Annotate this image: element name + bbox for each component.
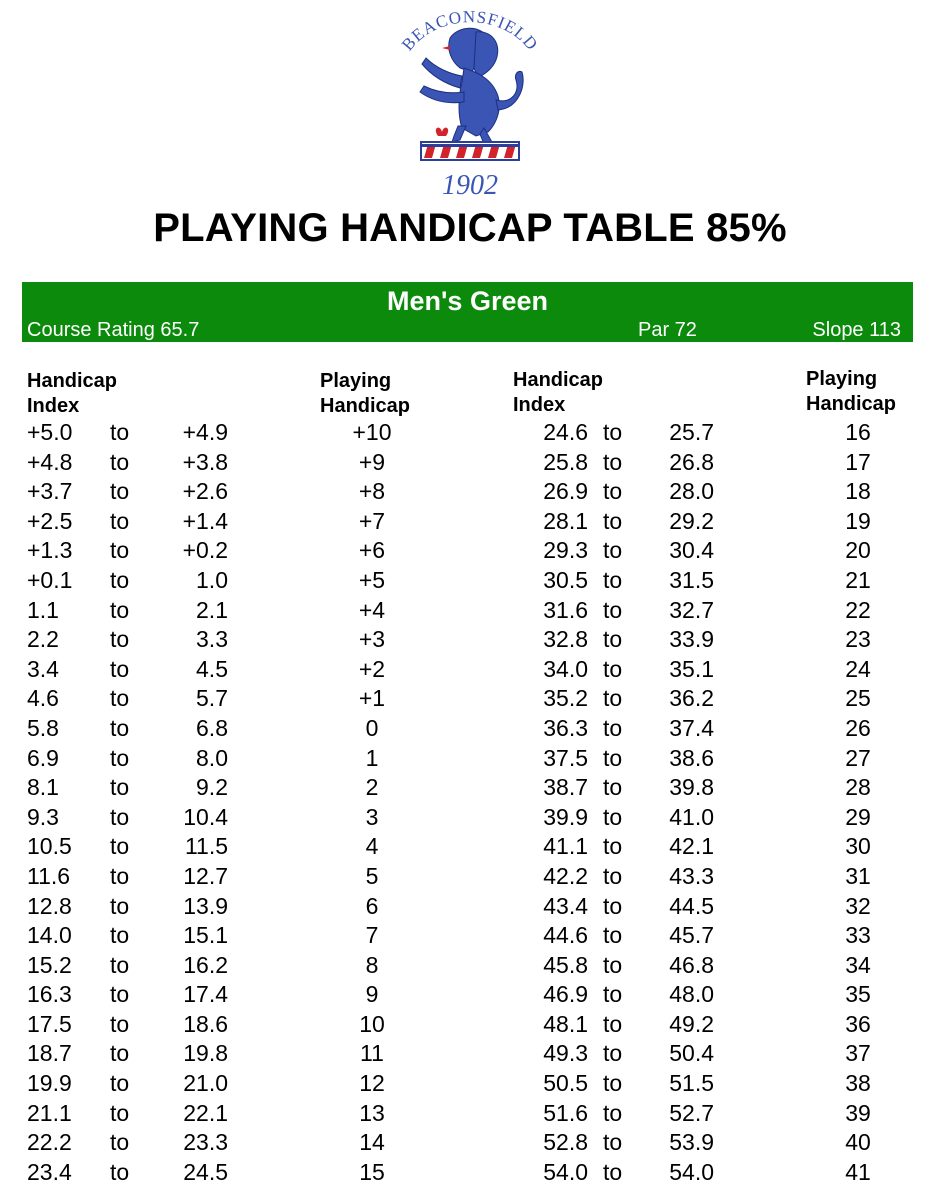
table-row bbox=[0, 714, 940, 744]
table-row bbox=[0, 951, 940, 981]
left-to-label: to bbox=[110, 626, 130, 653]
left-to-label: to bbox=[110, 714, 130, 741]
header-right-index-line2: Index bbox=[513, 394, 566, 416]
left-to-label: to bbox=[110, 774, 130, 801]
right-to-label: to bbox=[603, 744, 623, 771]
right-index-to: 41.0 bbox=[669, 803, 714, 830]
right-index-from: 26.9 bbox=[543, 478, 588, 505]
right-to-label: to bbox=[603, 478, 623, 505]
header-right-playing bbox=[806, 367, 896, 417]
left-to-label: to bbox=[110, 655, 130, 682]
right-to-label: to bbox=[603, 596, 623, 623]
table-row bbox=[0, 655, 940, 685]
right-index-to: 49.2 bbox=[669, 1010, 714, 1037]
left-index-to: 5.7 bbox=[196, 685, 228, 712]
right-playing-handicap: 35 bbox=[845, 981, 871, 1008]
right-index-to: 31.5 bbox=[669, 566, 714, 593]
left-to-label: to bbox=[110, 803, 130, 830]
right-to-label: to bbox=[603, 1099, 623, 1126]
right-to-label: to bbox=[603, 537, 623, 564]
right-playing-handicap: 16 bbox=[845, 419, 871, 445]
left-index-from: +4.8 bbox=[27, 448, 73, 475]
right-to-label: to bbox=[603, 892, 623, 919]
header-left-playing bbox=[320, 369, 410, 419]
right-playing-handicap: 36 bbox=[845, 1010, 871, 1037]
right-to-label: to bbox=[603, 419, 623, 445]
left-index-to: 11.5 bbox=[184, 833, 228, 860]
left-index-from: +3.7 bbox=[27, 478, 73, 505]
right-index-from: 51.6 bbox=[543, 1099, 588, 1126]
right-to-label: to bbox=[603, 655, 623, 682]
right-index-from: 35.2 bbox=[543, 685, 588, 712]
table-row bbox=[0, 980, 940, 1010]
right-playing-handicap: 28 bbox=[845, 774, 871, 801]
right-playing-handicap: 23 bbox=[845, 626, 871, 653]
right-index-to: 33.9 bbox=[669, 626, 714, 653]
left-playing-handicap: 7 bbox=[365, 922, 379, 949]
header-right-index bbox=[513, 368, 603, 418]
left-to-label: to bbox=[110, 951, 130, 978]
header-left-playing-line2: Handicap bbox=[320, 395, 411, 417]
right-index-from: 49.3 bbox=[543, 1040, 588, 1067]
left-playing-handicap: +7 bbox=[358, 507, 386, 534]
right-index-from: 50.5 bbox=[543, 1070, 588, 1097]
right-index-to: 45.7 bbox=[669, 922, 714, 949]
right-index-from: 36.3 bbox=[543, 714, 588, 741]
left-to-label: to bbox=[110, 596, 130, 623]
right-index-from: 24.6 bbox=[543, 419, 588, 445]
left-index-to: 18.6 bbox=[183, 1010, 228, 1037]
left-index-from: 5.8 bbox=[27, 714, 59, 741]
left-playing-handicap: +6 bbox=[358, 537, 386, 564]
left-playing-handicap: 0 bbox=[365, 714, 379, 741]
left-index-from: 1.1 bbox=[27, 596, 59, 623]
right-index-to: 43.3 bbox=[669, 862, 714, 889]
left-index-to: 10.4 bbox=[183, 803, 228, 830]
left-index-from: 17.5 bbox=[27, 1010, 72, 1037]
left-index-from: 10.5 bbox=[27, 833, 72, 860]
left-to-label: to bbox=[110, 419, 130, 445]
left-to-label: to bbox=[110, 448, 130, 475]
table-row bbox=[0, 566, 940, 596]
course-slope: Slope 113 bbox=[812, 319, 901, 341]
right-index-from: 31.6 bbox=[543, 596, 588, 623]
right-playing-handicap: 18 bbox=[845, 478, 871, 505]
right-index-to: 37.4 bbox=[669, 714, 714, 741]
left-to-label: to bbox=[110, 1129, 130, 1156]
right-to-label: to bbox=[603, 862, 623, 889]
header-left-playing-line1: Playing bbox=[320, 370, 392, 392]
right-to-label: to bbox=[603, 714, 623, 741]
right-playing-handicap: 27 bbox=[845, 744, 871, 771]
right-index-to: 29.2 bbox=[669, 507, 714, 534]
page-title: PLAYING HANDICAP TABLE 85% bbox=[153, 206, 787, 250]
left-index-to: 22.1 bbox=[183, 1099, 228, 1126]
left-to-label: to bbox=[110, 981, 130, 1008]
right-index-from: 45.8 bbox=[543, 951, 588, 978]
left-index-from: 8.1 bbox=[27, 774, 59, 801]
right-index-from: 25.8 bbox=[543, 448, 588, 475]
right-playing-handicap: 31 bbox=[845, 862, 871, 889]
right-index-to: 50.4 bbox=[669, 1040, 714, 1067]
right-playing-handicap: 32 bbox=[845, 892, 871, 919]
left-index-to: +0.2 bbox=[182, 537, 228, 564]
header-right-playing-line2: Handicap bbox=[806, 393, 897, 415]
left-playing-handicap: +10 bbox=[352, 419, 392, 445]
table-row bbox=[0, 596, 940, 626]
left-playing-handicap: 6 bbox=[365, 892, 379, 919]
right-index-to: 25.7 bbox=[669, 419, 714, 445]
logo-year: 1902 bbox=[442, 170, 498, 201]
left-playing-handicap: 12 bbox=[359, 1070, 385, 1097]
left-index-to: 15.1 bbox=[183, 922, 228, 949]
left-to-label: to bbox=[110, 892, 130, 919]
logo-club-name: BEACONSFIELD bbox=[397, 8, 543, 55]
right-index-from: 42.2 bbox=[543, 862, 588, 889]
right-to-label: to bbox=[603, 1158, 623, 1185]
table-row bbox=[0, 744, 940, 774]
tee-banner bbox=[22, 282, 913, 342]
table-row bbox=[0, 418, 940, 448]
left-playing-handicap: 2 bbox=[365, 774, 379, 801]
left-playing-handicap: 11 bbox=[360, 1040, 384, 1067]
left-index-to: +3.8 bbox=[182, 448, 228, 475]
right-index-from: 30.5 bbox=[543, 566, 588, 593]
left-index-to: 23.3 bbox=[183, 1129, 228, 1156]
right-playing-handicap: 33 bbox=[845, 922, 871, 949]
left-to-label: to bbox=[110, 507, 130, 534]
left-index-to: 4.5 bbox=[196, 655, 228, 682]
left-index-to: 3.3 bbox=[196, 626, 228, 653]
right-to-label: to bbox=[603, 566, 623, 593]
right-index-from: 54.0 bbox=[543, 1158, 588, 1185]
left-to-label: to bbox=[110, 1070, 130, 1097]
table-row bbox=[0, 536, 940, 566]
right-index-from: 41.1 bbox=[543, 833, 588, 860]
table-row bbox=[0, 1158, 940, 1187]
right-index-to: 30.4 bbox=[669, 537, 714, 564]
left-to-label: to bbox=[110, 862, 130, 889]
right-playing-handicap: 24 bbox=[845, 655, 871, 682]
left-index-to: 13.9 bbox=[183, 892, 228, 919]
left-index-from: 12.8 bbox=[27, 892, 72, 919]
left-index-from: 4.6 bbox=[27, 685, 59, 712]
left-playing-handicap: +1 bbox=[358, 685, 386, 712]
left-index-from: 22.2 bbox=[27, 1129, 72, 1156]
right-index-to: 44.5 bbox=[669, 892, 714, 919]
left-playing-handicap: 1 bbox=[365, 744, 379, 771]
right-to-label: to bbox=[603, 685, 623, 712]
right-playing-handicap: 30 bbox=[845, 833, 871, 860]
table-row bbox=[0, 477, 940, 507]
right-index-to: 46.8 bbox=[669, 951, 714, 978]
right-playing-handicap: 22 bbox=[845, 596, 871, 623]
left-to-label: to bbox=[110, 1158, 130, 1185]
left-index-to: 24.5 bbox=[183, 1158, 228, 1185]
right-playing-handicap: 34 bbox=[845, 951, 871, 978]
right-index-from: 38.7 bbox=[543, 774, 588, 801]
right-to-label: to bbox=[603, 507, 623, 534]
right-index-to: 48.0 bbox=[669, 981, 714, 1008]
table-row bbox=[0, 1128, 940, 1158]
right-index-from: 29.3 bbox=[543, 537, 588, 564]
right-playing-handicap: 37 bbox=[845, 1040, 871, 1067]
right-to-label: to bbox=[603, 951, 623, 978]
left-index-to: 2.1 bbox=[196, 596, 228, 623]
left-index-from: 16.3 bbox=[27, 981, 72, 1008]
right-to-label: to bbox=[603, 803, 623, 830]
table-row bbox=[0, 773, 940, 803]
left-index-to: 8.0 bbox=[196, 744, 228, 771]
right-index-from: 37.5 bbox=[543, 744, 588, 771]
right-index-from: 48.1 bbox=[543, 1010, 588, 1037]
header-right-index-line1: Handicap bbox=[513, 369, 604, 391]
left-playing-handicap: 10 bbox=[359, 1010, 385, 1037]
left-to-label: to bbox=[110, 744, 130, 771]
right-to-label: to bbox=[603, 981, 623, 1008]
header-left-index-line1: Handicap bbox=[27, 370, 118, 392]
left-playing-handicap: +9 bbox=[358, 448, 386, 475]
left-index-to: 6.8 bbox=[196, 714, 228, 741]
table-row bbox=[0, 921, 940, 951]
right-to-label: to bbox=[603, 1040, 623, 1067]
left-index-from: +2.5 bbox=[27, 507, 73, 534]
right-index-to: 52.7 bbox=[669, 1099, 714, 1126]
right-index-to: 26.8 bbox=[669, 448, 714, 475]
left-index-from: 11.6 bbox=[27, 862, 71, 889]
left-playing-handicap: +3 bbox=[358, 626, 386, 653]
right-playing-handicap: 40 bbox=[845, 1129, 871, 1156]
left-playing-handicap: +8 bbox=[358, 478, 386, 505]
left-index-to: 21.0 bbox=[183, 1070, 228, 1097]
left-to-label: to bbox=[110, 478, 130, 505]
left-index-from: +0.1 bbox=[27, 566, 73, 593]
left-index-to: 17.4 bbox=[183, 981, 228, 1008]
left-playing-handicap: 15 bbox=[359, 1158, 385, 1185]
right-to-label: to bbox=[603, 1010, 623, 1037]
left-playing-handicap: +4 bbox=[358, 596, 386, 623]
left-to-label: to bbox=[110, 566, 130, 593]
right-index-to: 35.1 bbox=[669, 655, 714, 682]
table-row bbox=[0, 1069, 940, 1099]
right-to-label: to bbox=[603, 626, 623, 653]
left-index-from: 19.9 bbox=[27, 1070, 72, 1097]
table-row bbox=[0, 803, 940, 833]
left-playing-handicap: 8 bbox=[365, 951, 379, 978]
right-to-label: to bbox=[603, 922, 623, 949]
right-playing-handicap: 29 bbox=[845, 803, 871, 830]
table-row bbox=[0, 507, 940, 537]
right-playing-handicap: 38 bbox=[845, 1070, 871, 1097]
left-index-to: +4.9 bbox=[182, 419, 228, 445]
left-index-to: 9.2 bbox=[196, 774, 228, 801]
right-index-from: 52.8 bbox=[543, 1129, 588, 1156]
handicap-table bbox=[0, 418, 940, 1187]
right-index-to: 28.0 bbox=[669, 478, 714, 505]
left-to-label: to bbox=[110, 1010, 130, 1037]
left-playing-handicap: 4 bbox=[365, 833, 379, 860]
header-right-playing-line1: Playing bbox=[806, 368, 878, 390]
course-par: Par 72 bbox=[638, 319, 697, 341]
table-row bbox=[0, 1010, 940, 1040]
left-playing-handicap: 13 bbox=[359, 1099, 385, 1126]
left-playing-handicap: 14 bbox=[359, 1129, 385, 1156]
left-index-from: +1.3 bbox=[27, 537, 73, 564]
right-playing-handicap: 26 bbox=[845, 714, 871, 741]
right-index-to: 32.7 bbox=[669, 596, 714, 623]
right-playing-handicap: 39 bbox=[845, 1099, 871, 1126]
left-index-from: 23.4 bbox=[27, 1158, 72, 1185]
left-playing-handicap: 5 bbox=[365, 862, 379, 889]
course-rating: Course Rating 65.7 bbox=[27, 319, 200, 341]
right-playing-handicap: 19 bbox=[845, 507, 871, 534]
header-left-index-line2: Index bbox=[27, 395, 80, 417]
right-index-to: 42.1 bbox=[669, 833, 714, 860]
table-row bbox=[0, 862, 940, 892]
right-index-to: 53.9 bbox=[669, 1129, 714, 1156]
right-index-to: 39.8 bbox=[669, 774, 714, 801]
left-index-to: 1.0 bbox=[196, 566, 228, 593]
right-index-from: 34.0 bbox=[543, 655, 588, 682]
left-index-from: 2.2 bbox=[27, 626, 59, 653]
right-index-from: 44.6 bbox=[543, 922, 588, 949]
right-index-to: 54.0 bbox=[669, 1158, 714, 1185]
left-index-to: +2.6 bbox=[182, 478, 228, 505]
left-index-to: 19.8 bbox=[183, 1040, 228, 1067]
right-to-label: to bbox=[603, 448, 623, 475]
table-row bbox=[0, 448, 940, 478]
table-row bbox=[0, 684, 940, 714]
left-index-from: +5.0 bbox=[27, 419, 73, 445]
right-index-to: 51.5 bbox=[669, 1070, 714, 1097]
left-to-label: to bbox=[110, 685, 130, 712]
left-index-to: 12.7 bbox=[183, 862, 228, 889]
left-playing-handicap: 9 bbox=[365, 981, 379, 1008]
left-index-from: 18.7 bbox=[27, 1040, 72, 1067]
lion-crest-icon bbox=[380, 8, 560, 203]
left-index-from: 6.9 bbox=[27, 744, 59, 771]
left-index-from: 15.2 bbox=[27, 951, 72, 978]
right-to-label: to bbox=[603, 1129, 623, 1156]
right-index-from: 28.1 bbox=[543, 507, 588, 534]
left-to-label: to bbox=[110, 1040, 130, 1067]
right-playing-handicap: 17 bbox=[845, 448, 871, 475]
tee-name: Men's Green bbox=[387, 286, 548, 316]
right-index-to: 36.2 bbox=[669, 685, 714, 712]
club-logo bbox=[380, 8, 560, 203]
header-left-index bbox=[27, 369, 117, 419]
right-playing-handicap: 41 bbox=[845, 1158, 871, 1185]
left-playing-handicap: +5 bbox=[358, 566, 386, 593]
left-to-label: to bbox=[110, 537, 130, 564]
table-row bbox=[0, 625, 940, 655]
left-index-from: 3.4 bbox=[27, 655, 59, 682]
right-playing-handicap: 20 bbox=[845, 537, 871, 564]
right-playing-handicap: 21 bbox=[845, 566, 871, 593]
left-index-from: 14.0 bbox=[27, 922, 72, 949]
left-to-label: to bbox=[110, 833, 130, 860]
left-index-from: 21.1 bbox=[27, 1099, 72, 1126]
right-to-label: to bbox=[603, 1070, 623, 1097]
right-index-from: 32.8 bbox=[543, 626, 588, 653]
table-row bbox=[0, 1039, 940, 1069]
right-index-from: 43.4 bbox=[543, 892, 588, 919]
right-to-label: to bbox=[603, 833, 623, 860]
right-playing-handicap: 25 bbox=[845, 685, 871, 712]
left-to-label: to bbox=[110, 1099, 130, 1126]
left-index-from: 9.3 bbox=[27, 803, 59, 830]
right-index-from: 39.9 bbox=[543, 803, 588, 830]
left-playing-handicap: 3 bbox=[365, 803, 379, 830]
left-index-to: +1.4 bbox=[182, 507, 228, 534]
left-index-to: 16.2 bbox=[183, 951, 228, 978]
right-index-to: 38.6 bbox=[669, 744, 714, 771]
left-playing-handicap: +2 bbox=[358, 655, 386, 682]
right-index-from: 46.9 bbox=[543, 981, 588, 1008]
right-to-label: to bbox=[603, 774, 623, 801]
left-to-label: to bbox=[110, 922, 130, 949]
table-row bbox=[0, 832, 940, 862]
table-row bbox=[0, 1099, 940, 1129]
table-row bbox=[0, 892, 940, 922]
